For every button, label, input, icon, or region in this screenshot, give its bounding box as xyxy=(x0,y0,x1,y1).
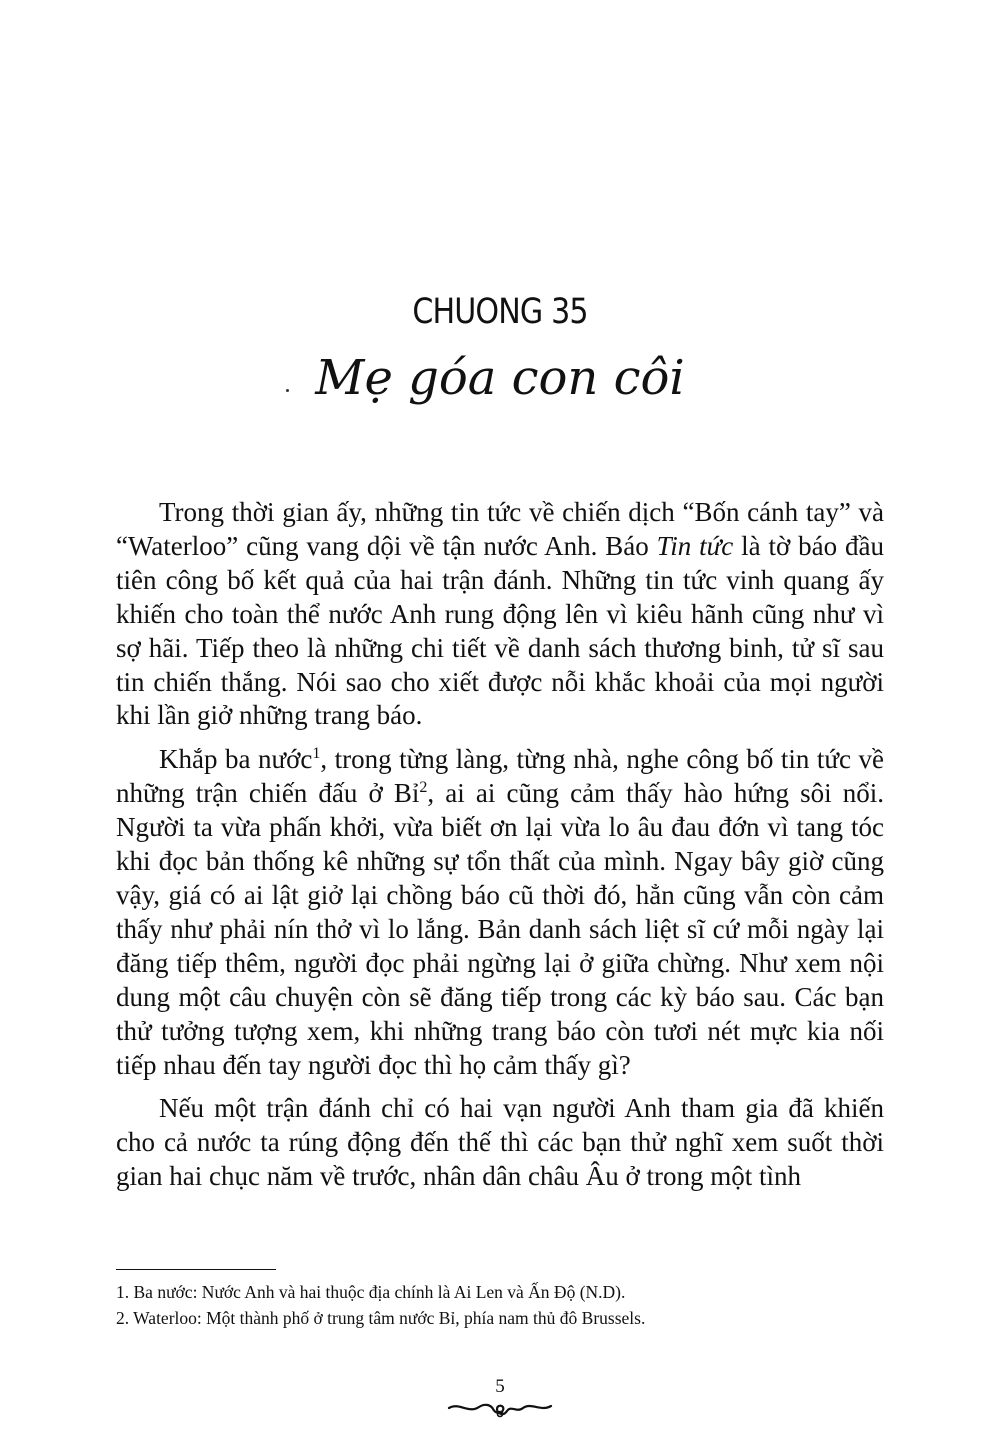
footnote-2: 2. Waterloo: Một thành phố ở trung tâm nước Bỉ, phía nam thủ đô Brussels. xyxy=(116,1308,646,1328)
flourish-ornament-icon xyxy=(445,1398,555,1420)
paragraph-1: Trong thời gian ấy, những tin tức về chiến dịch “Bốn cánh tay” và “Waterloo” cũng vang dội về tận nước Anh. Báo Tin tức là tờ báo đầu tiên công bố kết quả của hai trận đánh. Những tin tức vinh quang ấy khiến cho toàn thể nước Anh rung động lên vì kiêu hãnh cũng như vì sợ hãi. Tiếp theo là những chi tiết về danh sách thương binh, tử sĩ sau tin chiến thắng. Nói sao cho xiết được nỗi khắc khoải của mọi người khi lần giở những trang báo. xyxy=(116,497,884,731)
footnotes xyxy=(116,1279,884,1331)
chapter-title: Mẹ góa con côi xyxy=(315,350,685,406)
footnote-ref-2: 2 xyxy=(419,779,428,797)
paragraph-2: Khắp ba nước$^1$, trong từng làng, từng nhà, nghe công bố tin tức về những trận chiến đấu ở Bỉ$^2$, ai ai cũng cảm thấy hào hứng sôi nổi. Người ta vừa phấn khởi, vừa biết ơn lại vừa lo âu đau đớn vì tang tóc khi đọc bản thống kê những sự tổn thất của mình. Ngay bây giờ cũng vậy, giá có ai lật giở lại chồng báo cũ thời đó, hẳn cũng vẫn còn cảm thấy như phải nín thở vì lo lắng. Bản danh sách liệt sĩ cứ mỗi ngày lại đăng tiếp thêm, người đọc phải ngừng lại ở giữa chừng. Như xem nội dung một câu chuyện còn sẽ đăng tiếp trong các kỳ báo sau. Các bạn thử tưởng tượng xem, khi những trang báo còn tươi nét mực kia nối tiếp nhau đến tay người đọc thì họ cảm thấy gì? xyxy=(116,744,884,1080)
footnote-ref-1: 1 xyxy=(312,745,321,763)
chapter-number: CHUONG 35 xyxy=(412,292,588,332)
paragraph-3: Nếu một trận đánh chỉ có hai vạn người Anh tham gia đã khiến cho cả nước ta rúng động đến thế thì các bạn thử nghĩ xem suốt thời gian hai chục năm về trước, nhân dân châu Âu ở trong một tình xyxy=(116,1093,884,1192)
body-text xyxy=(116,496,884,1204)
footnote-1: 1. Ba nước: Nước Anh và hai thuộc địa chính là Ai Len và Ấn Độ (N.D). xyxy=(116,1282,626,1302)
page-number: 5 xyxy=(495,1376,505,1397)
footnote-divider xyxy=(116,1269,276,1270)
newspaper-title: Tin tức xyxy=(656,530,734,561)
